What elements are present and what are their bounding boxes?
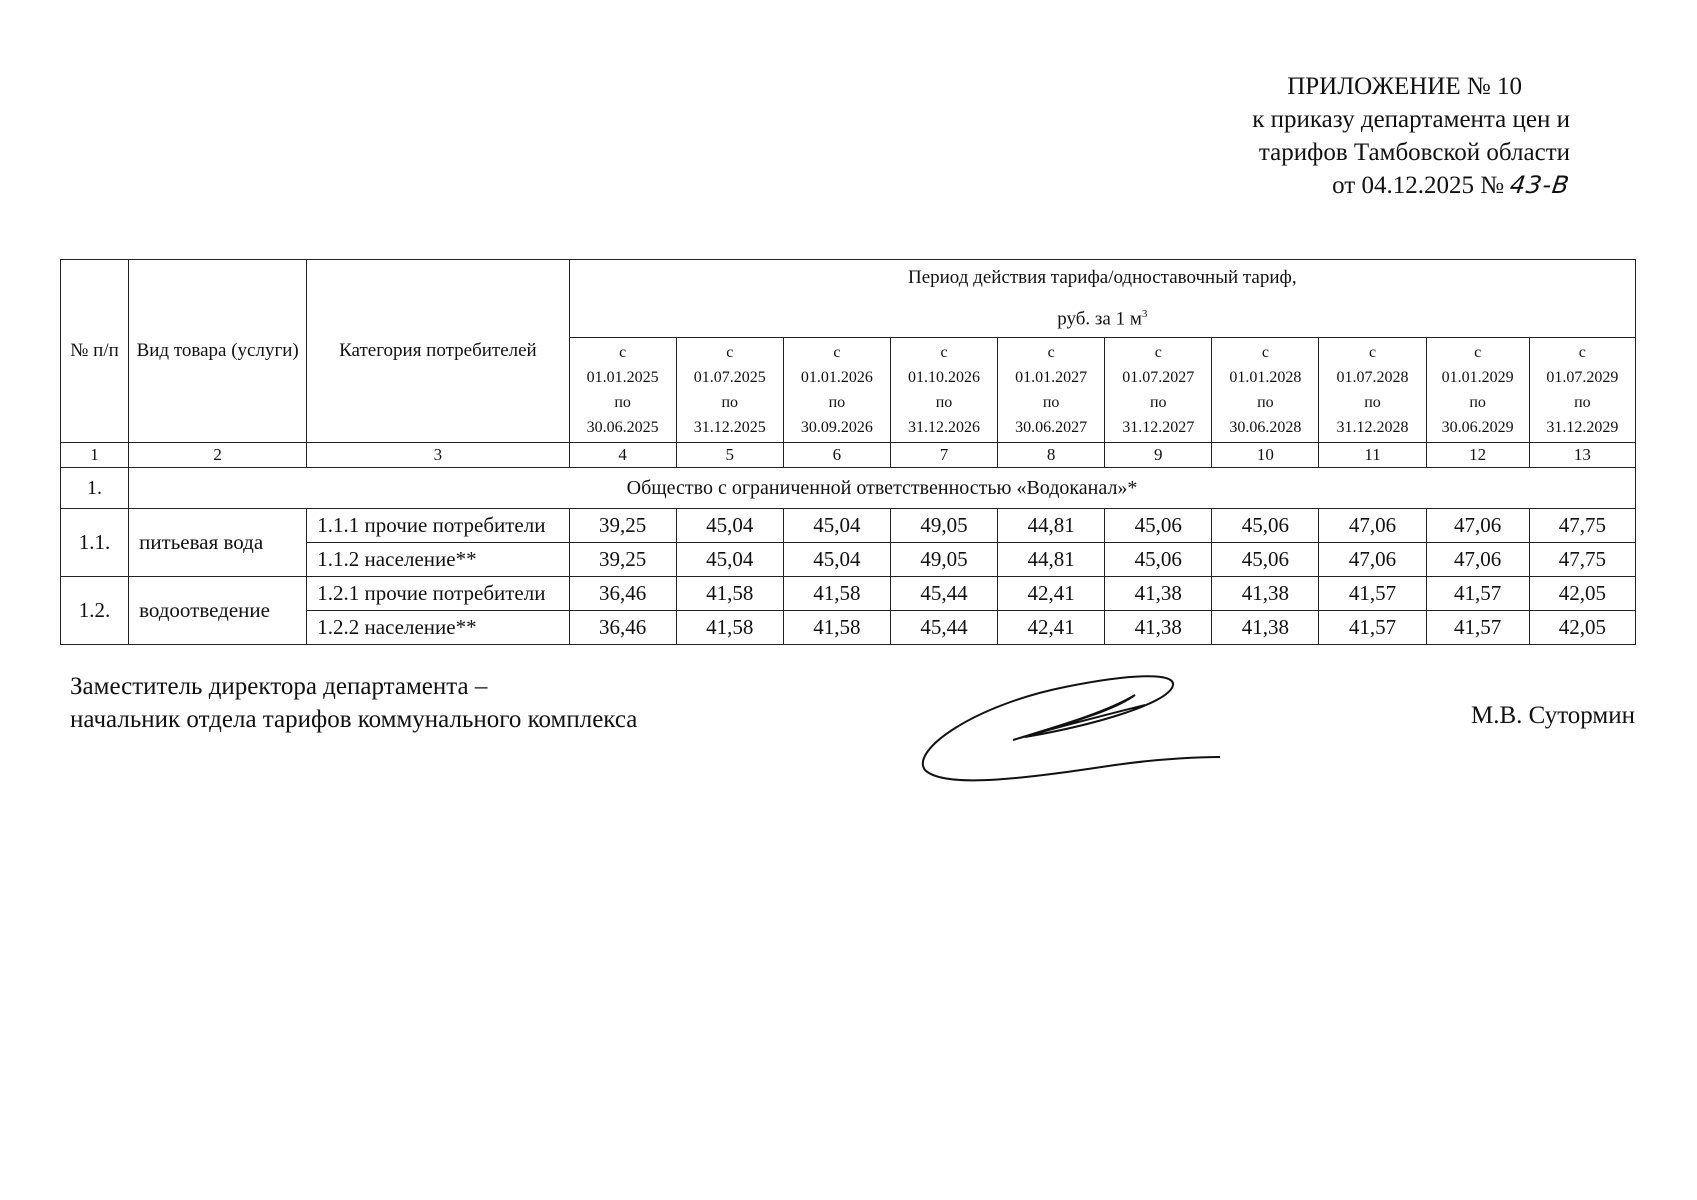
handwritten-signature [915,665,1235,805]
period-cell [1105,338,1212,443]
tariff-value: 45,06 [1105,509,1212,543]
period-cell [783,338,890,443]
index-row [61,443,1636,468]
period-c: с [1578,344,1586,362]
tariff-value: 44,81 [998,543,1105,577]
period-c: с [1154,344,1162,362]
tariff-value: 41,38 [1212,611,1319,645]
period-to: 30.06.2025 [586,419,659,437]
period-to: 30.09.2026 [800,419,873,437]
period-cell [998,338,1105,443]
org-name: Общество с ограниченной ответственностью «Водоканал»* [129,468,1636,509]
index-cell: 5 [676,443,783,468]
period-to: 31.12.2026 [908,419,981,437]
period-from: 01.01.2029 [1441,369,1514,387]
tariff-value: 45,04 [783,509,890,543]
period-c: с [1261,344,1269,362]
appendix-line4 [1150,169,1573,202]
period-title: Период действия тарифа/одноставочный тариф, [907,267,1297,288]
group-good: водоотведение [129,577,307,645]
period-from: 01.01.2027 [1015,369,1088,387]
tariff-value: 41,38 [1105,577,1212,611]
org-number: 1. [61,468,129,509]
position-line-1: Заместитель директора департамента – [70,673,488,700]
tariff-value: 45,04 [676,509,783,543]
period-cell [1319,338,1426,443]
period-header [569,260,1635,338]
period-unit: руб. за 1 м [1057,308,1142,330]
tariff-value: 45,04 [783,543,890,577]
period-from: 01.07.2027 [1122,369,1195,387]
period-po: по [614,394,631,412]
col-header-num: № п/п [61,260,129,443]
org-row [61,468,1636,509]
index-cell: 1 [61,443,129,468]
period-from: 01.01.2025 [586,369,659,387]
index-cell: 3 [307,443,569,468]
tariff-value: 45,06 [1212,543,1319,577]
tariff-value: 39,25 [569,509,676,543]
period-unit-sup: 3 [1141,308,1148,320]
period-c: с [1474,344,1482,362]
appendix-line2: к приказу департамента цен и [1252,106,1570,133]
period-cell [890,338,997,443]
group-number: 1.1. [61,509,129,577]
period-to: 31.12.2027 [1122,419,1195,437]
tariff-value: 42,05 [1529,611,1635,645]
tariff-value: 36,46 [569,577,676,611]
group-number: 1.2. [61,577,129,645]
consumer-category: 1.2.2 население** [307,611,569,645]
tariff-value: 42,41 [998,611,1105,645]
period-from: 01.01.2026 [800,369,873,387]
period-to: 31.12.2029 [1546,419,1619,437]
index-cell: 2 [129,443,307,468]
period-c: с [940,344,948,362]
period-to: 30.06.2029 [1441,419,1514,437]
index-cell: 9 [1105,443,1212,468]
tariff-table-body [61,260,1636,645]
tariff-value: 41,58 [676,577,783,611]
index-cell: 7 [890,443,997,468]
index-cell: 13 [1529,443,1635,468]
period-cell [1212,338,1319,443]
period-po: по [1574,394,1591,412]
tariff-value: 49,05 [890,543,997,577]
tariff-value: 47,75 [1529,509,1635,543]
appendix-title: ПРИЛОЖЕНИЕ № 10 [1287,73,1522,100]
consumer-category: 1.1.1 прочие потребители [307,509,569,543]
tariff-value: 45,04 [676,543,783,577]
signatory-name: М.В. Сутормин [1470,702,1635,729]
tariff-value: 39,25 [569,543,676,577]
order-number: 43-В [1508,171,1573,199]
header-row-1 [61,260,1636,338]
tariff-value: 45,06 [1212,509,1319,543]
appendix-line3: тарифов Тамбовской области [1258,139,1570,166]
tariff-value: 41,58 [783,611,890,645]
tariff-table [60,259,1636,645]
index-cell: 11 [1319,443,1426,468]
order-date-prefix: от 04.12.2025 № [1332,172,1511,199]
period-po: по [1364,394,1381,412]
index-cell: 6 [783,443,890,468]
tariff-value: 41,58 [783,577,890,611]
period-po: по [935,394,953,412]
tariff-value: 41,57 [1319,611,1426,645]
period-from: 01.07.2028 [1336,369,1409,387]
index-cell: 10 [1212,443,1319,468]
index-cell: 4 [569,443,676,468]
period-to: 31.12.2028 [1336,419,1409,437]
tariff-value: 41,57 [1319,577,1426,611]
period-from: 01.07.2025 [693,369,766,387]
signatory-position [70,670,637,736]
period-cell [569,338,676,443]
tariff-value: 47,06 [1426,509,1529,543]
period-po: по [1469,394,1486,412]
tariff-value: 45,06 [1105,543,1212,577]
group-good: питьевая вода [129,509,307,577]
tariff-value: 45,44 [890,611,997,645]
tariff-value: 41,38 [1105,611,1212,645]
col-header-category: Категория потребителей [307,260,569,443]
period-c: с [619,344,627,362]
table-row [61,577,1636,611]
period-po: по [1042,394,1060,412]
period-po: по [828,394,846,412]
tariff-value: 44,81 [998,509,1105,543]
tariff-value: 47,75 [1529,543,1635,577]
period-po: по [1257,394,1274,412]
tariff-value: 47,06 [1319,543,1426,577]
position-line-2: начальник отдела тарифов коммунального комплекса [70,706,638,733]
tariff-value: 41,58 [676,611,783,645]
period-unit-line [573,296,1632,337]
period-po: по [1149,394,1167,412]
period-po: по [721,394,739,412]
tariff-value: 49,05 [890,509,997,543]
period-to: 30.06.2027 [1015,419,1088,437]
tariff-value: 47,06 [1319,509,1426,543]
period-from: 01.10.2026 [908,369,981,387]
period-to: 30.06.2028 [1229,419,1302,437]
tariff-value: 41,57 [1426,577,1529,611]
tariff-value: 42,41 [998,577,1105,611]
period-c: с [1047,344,1055,362]
index-cell: 12 [1426,443,1529,468]
appendix-header [1150,70,1573,202]
consumer-category: 1.2.1 прочие потребители [307,577,569,611]
tariff-value: 41,57 [1426,611,1529,645]
period-c: с [726,344,734,362]
period-c: с [1368,344,1377,362]
tariff-value: 42,05 [1529,577,1635,611]
tariff-value: 47,06 [1426,543,1529,577]
period-cell [676,338,783,443]
period-from: 01.07.2029 [1546,369,1619,387]
tariff-value: 45,44 [890,577,997,611]
table-row [61,509,1636,543]
period-from: 01.01.2028 [1229,369,1302,387]
index-cell: 8 [998,443,1105,468]
col-header-good: Вид товара (услуги) [129,260,307,443]
period-to: 31.12.2025 [693,419,766,437]
period-cell [1529,338,1635,443]
consumer-category: 1.1.2 население** [307,543,569,577]
period-cell [1426,338,1529,443]
tariff-value: 41,38 [1212,577,1319,611]
period-c: с [833,344,841,362]
tariff-value: 36,46 [569,611,676,645]
